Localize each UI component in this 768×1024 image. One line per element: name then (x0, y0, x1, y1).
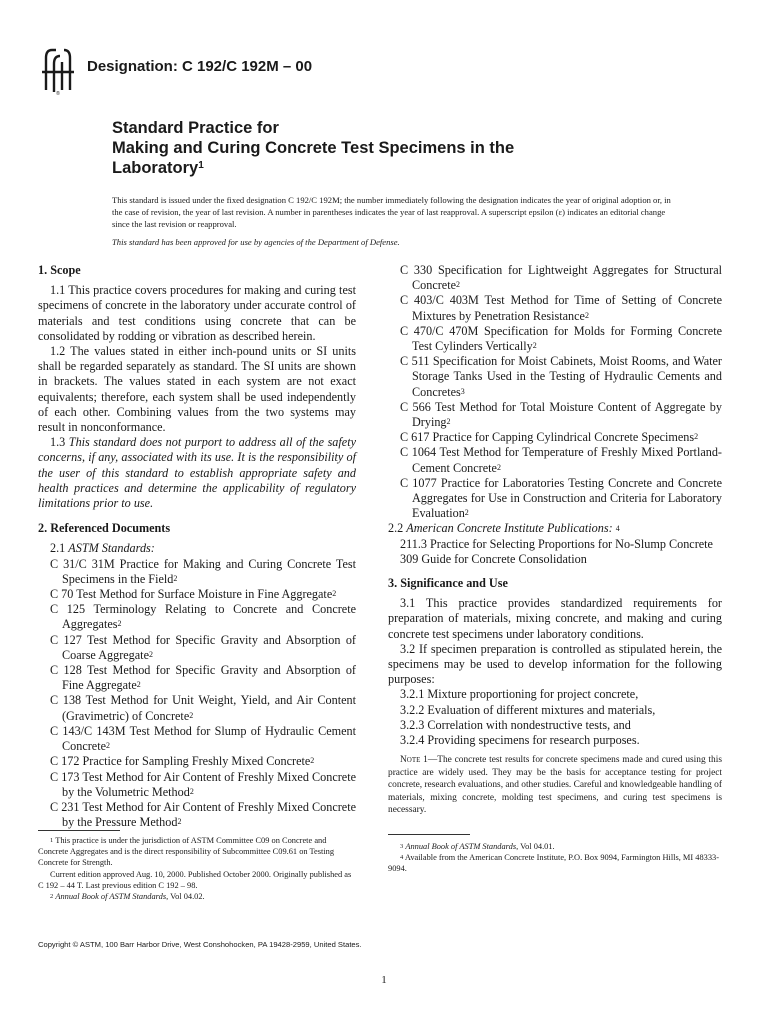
note-1: Note 1—The concrete test results for concrete specimens made and cured using this practice are widely used. They may be the basis for acceptance testing for project concrete, research evaluations, and other studies. Careful and knowledgeable handling of materials, mixing concrete, molding test specimens, and curing test specimens is necessary. (388, 755, 722, 815)
section-3-heading: 3. Significance and Use (388, 576, 508, 591)
aci-ref-item: 211.3 Practice for Selecting Proportions for No-Slump Concrete (400, 536, 713, 551)
ref-item: C 566 Test Method for Total Moisture Content of Aggregate by Drying$^2$ (400, 399, 722, 430)
ref-item: C 138 Test Method for Unit Weight, Yield, and Air Content (Gravimetric) of Concrete$^2$ (50, 693, 356, 723)
title-line-1: Standard Practice for (112, 119, 279, 137)
ref-item: C 127 Test Method for Specific Gravity and Absorption of Coarse Aggregate$^2$ (50, 632, 356, 662)
para-3-2: 3.2 If specimen preparation is controlled as stipulated herein, the specimens may be used to develop information for the following purposes: (388, 641, 722, 687)
list-item: 3.2.2 Evaluation of different mixtures and materials, (400, 702, 656, 717)
footnote-1b: Current edition approved Aug. 10, 2000. Published October 2000. Originally published as C 192 – 44 T. Last previous edition C 192 – 98. (38, 869, 352, 890)
ref-item: C 617 Practice for Capping Cylindrical Concrete Specimens$^2$ (400, 430, 699, 445)
list-item: 3.2.4 Providing specimens for research purposes. (400, 733, 640, 748)
page-number: 1 (381, 974, 387, 986)
para-1-3: 1.3 This standard does not purport to address all of the safety concerns, if any, associated with its use. It is the responsibility of the user of this standard to establish appropriate safety and health practices and determine the applicability of regulatory limitations prior to use. (38, 435, 356, 511)
ref-item: C 31/C 31M Practice for Making and Curing Concrete Test Specimens in the Field$^2$ (50, 556, 356, 586)
ref-item: C 470/C 470M Specification for Molds for Forming Concrete Test Cylinders Vertically$^2$ (400, 323, 722, 354)
title-footnote-ref: 1 (198, 160, 204, 171)
issue-note: This standard is issued under the fixed designation C 192/C 192M; the number immediately following the designation indicates the year of original adoption or, in the case of revision, the year of last revision. A number in parentheses indicates the year of last reapproval. A superscript epsilon (ε) indicates an editorial change since the last revision or reapproval. (112, 195, 671, 229)
footnotes-right (388, 834, 722, 875)
ref-item: C 511 Specification for Moist Cabinets, Moist Rooms, and Water Storage Tanks Used in the Testing of Hydraulic Cements and Concretes$^3$ (400, 354, 722, 399)
title-line-3: Laboratory (112, 159, 199, 177)
para-2-1: 2.1 ASTM Standards: (50, 541, 155, 556)
left-column (38, 263, 356, 830)
footnote-1: $^1$ This practice is under the jurisdiction of ASTM Committee C09 on Concrete and Concrete Aggregates and is the direct responsibility of Subcommittee C09.61 on Testing Concrete for Strength. (38, 836, 335, 868)
approval-note: This standard has been approved for use by agencies of the Department of Defense. (112, 237, 400, 247)
footnote-2: $^2$ Annual Book of ASTM Standards, Vol 04.02. (50, 892, 205, 902)
copyright-notice: Copyright © ASTM, 100 Barr Harbor Drive, West Conshohocken, PA 19428-2959, United States. (38, 940, 362, 949)
ref-item: C 330 Specification for Lightweight Aggregates for Structural Concrete$^2$ (400, 263, 722, 293)
list-item: 3.2.3 Correlation with nondestructive tests, and (400, 717, 631, 732)
ref-item: C 173 Test Method for Air Content of Freshly Mixed Concrete by the Volumetric Method$^2$ (50, 769, 356, 799)
title-line-2: Making and Curing Concrete Test Specimens in the (112, 139, 515, 157)
para-1-2: 1.2 The values stated in either inch-pound units or SI units shall be regarded separately as standard. The SI units are shown in brackets. The values stated in each system are not exact equivalents; therefore, each system shall be used independently of each other. Combining values from the two systems may result in nonconformance. (38, 344, 356, 435)
designation: Designation: C 192/C 192M – 00 (87, 58, 313, 75)
list-item: 3.2.1 Mixture proportioning for project concrete, (400, 687, 639, 702)
ref-item: C 1077 Practice for Laboratories Testing Concrete and Concrete Aggregates for Use in Construction and Criteria for Laboratory Evaluation$^2$ (400, 475, 722, 521)
footnote-3: $^3$ Annual Book of ASTM Standards, Vol 04.01. (400, 842, 555, 851)
para-3-1: 3.1 This practice provides standardized requirements for preparation of materials, mixing concrete, and making and curing concrete test specimens under laboratory conditions. (388, 596, 722, 641)
astm-logo-icon (40, 46, 76, 96)
right-column (388, 263, 722, 816)
svg-text:®: ® (56, 91, 60, 96)
section-1-heading: 1. Scope (38, 263, 81, 277)
footnotes-left (38, 830, 356, 902)
section-2-heading: 2. Referenced Documents (38, 521, 171, 536)
ref-item: C 143/C 143M Test Method for Slump of Hydraulic Cement Concrete$^2$ (50, 723, 356, 754)
document-title (112, 118, 672, 178)
ref-item: C 403/C 403M Test Method for Time of Setting of Concrete Mixtures by Penetration Resistance$^2$ (400, 293, 722, 323)
ref-item: C 231 Test Method for Air Content of Freshly Mixed Concrete by the Pressure Method$^2$ (50, 799, 356, 830)
ref-item: C 128 Test Method for Specific Gravity and Absorption of Fine Aggregate$^2$ (50, 663, 356, 693)
footnote-rule (388, 834, 470, 835)
ref-item: C 125 Terminology Relating to Concrete and Concrete Aggregates$^2$ (50, 602, 356, 632)
ref-item: C 172 Practice for Sampling Freshly Mixed Concrete$^2$ (50, 754, 315, 769)
para-2-2: 2.2 American Concrete Institute Publications: $^4$ (388, 521, 620, 536)
ref-item: C 1064 Test Method for Temperature of Freshly Mixed Portland-Cement Concrete$^2$ (400, 445, 722, 475)
para-1-1: 1.1 This practice covers procedures for making and curing test specimens of concrete in the laboratory under accurate control of materials and test conditions using concrete that can be consolidated by rodding or vibration as described herein. (38, 283, 356, 343)
footnote-rule (38, 830, 120, 831)
aci-ref-item: 309 Guide for Concrete Consolidation (400, 551, 587, 566)
ref-item: C 70 Test Method for Surface Moisture in Fine Aggregate$^2$ (50, 587, 337, 602)
footnote-4: $^4$ Available from the American Concrete Institute, P.O. Box 9094, Farmington Hills, MI 48333-9094. (388, 853, 719, 874)
